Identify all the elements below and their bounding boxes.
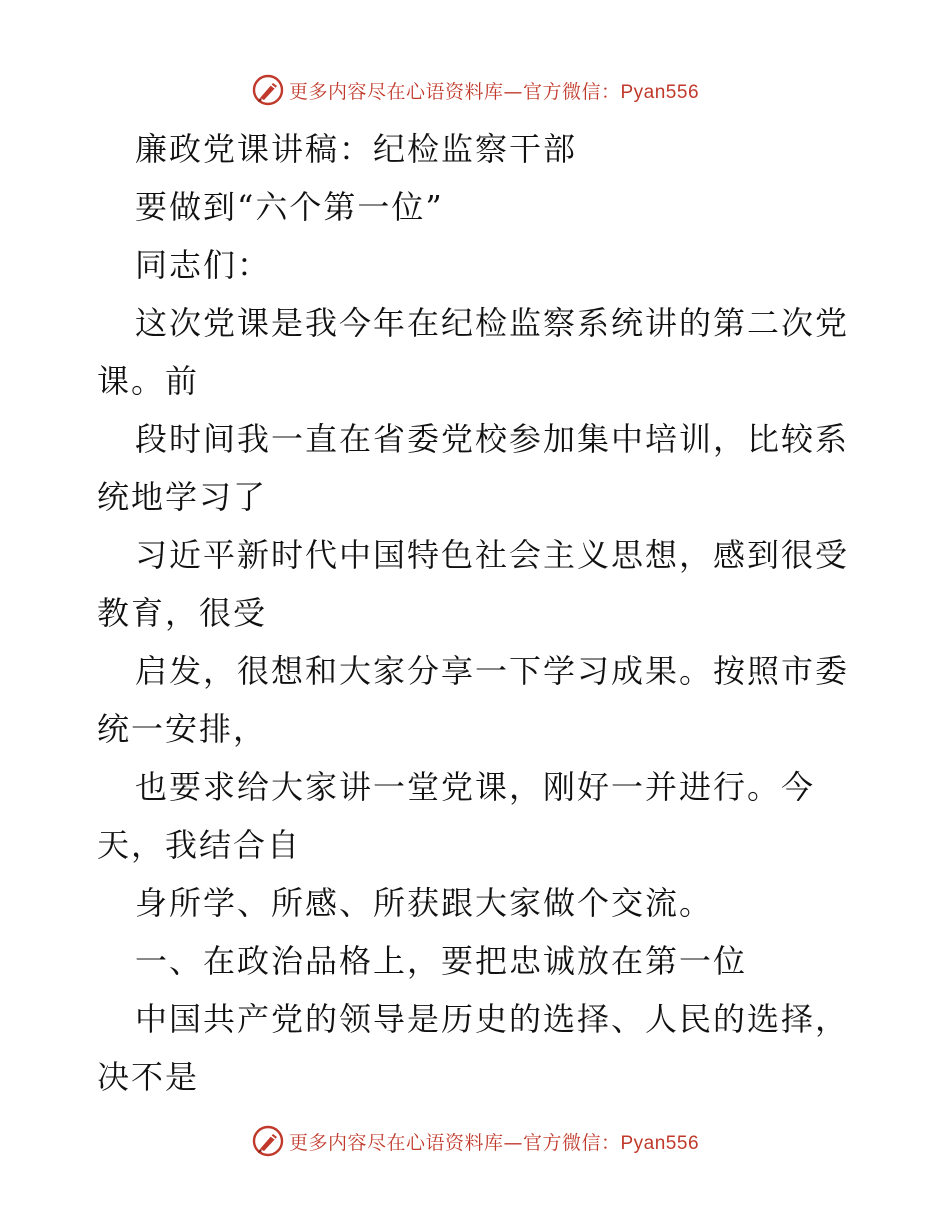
watermark-ad-text: 更多内容尽在心语资料库—官方微信： bbox=[288, 80, 621, 103]
doc-line: 段时间我一直在省委党校参加集中培训，比较系 bbox=[135, 420, 850, 458]
doc-line: 统地学习了 bbox=[97, 478, 268, 516]
footer-watermark-banner bbox=[0, 1121, 950, 1161]
doc-line: 中国共产党的领导是历史的选择、人民的选择， bbox=[135, 1000, 850, 1038]
watermark-ad-text: 更多内容尽在心语资料库—官方微信： bbox=[288, 1131, 621, 1154]
doc-line: 启发，很想和大家分享一下学习成果。按照市委 bbox=[135, 652, 850, 690]
doc-line: 统一安排， bbox=[97, 710, 268, 748]
pen-logo-icon bbox=[251, 1124, 285, 1158]
doc-line: 这次党课是我今年在纪检监察系统讲的第二次党 bbox=[135, 304, 850, 342]
section-heading: 一、在政治品格上，要把忠诚放在第一位 bbox=[135, 942, 748, 980]
watermark-wechat-handle: Pyan556 bbox=[620, 1132, 700, 1154]
header-watermark-banner bbox=[0, 70, 950, 110]
doc-line: 决不是 bbox=[97, 1058, 200, 1096]
footer-watermark-text bbox=[289, 1128, 699, 1155]
doc-line: 天，我结合自 bbox=[97, 826, 302, 864]
doc-line: 要做到“六个第一位” bbox=[135, 188, 444, 226]
doc-line: 也要求给大家讲一堂党课，刚好一并进行。今 bbox=[135, 768, 816, 806]
document-body bbox=[97, 120, 857, 1106]
pen-logo-icon bbox=[251, 73, 285, 107]
watermark-wechat-handle: Pyan556 bbox=[620, 81, 700, 103]
doc-line: 习近平新时代中国特色社会主义思想，感到很受 bbox=[135, 536, 850, 574]
doc-line: 同志们： bbox=[135, 246, 272, 284]
doc-line: 廉政党课讲稿：纪检监察干部 bbox=[135, 130, 578, 168]
doc-line: 身所学、所感、所获跟大家做个交流。 bbox=[135, 884, 714, 922]
header-watermark-text bbox=[289, 77, 699, 104]
doc-line: 教育，很受 bbox=[97, 594, 268, 632]
doc-line: 课。前 bbox=[97, 362, 200, 400]
